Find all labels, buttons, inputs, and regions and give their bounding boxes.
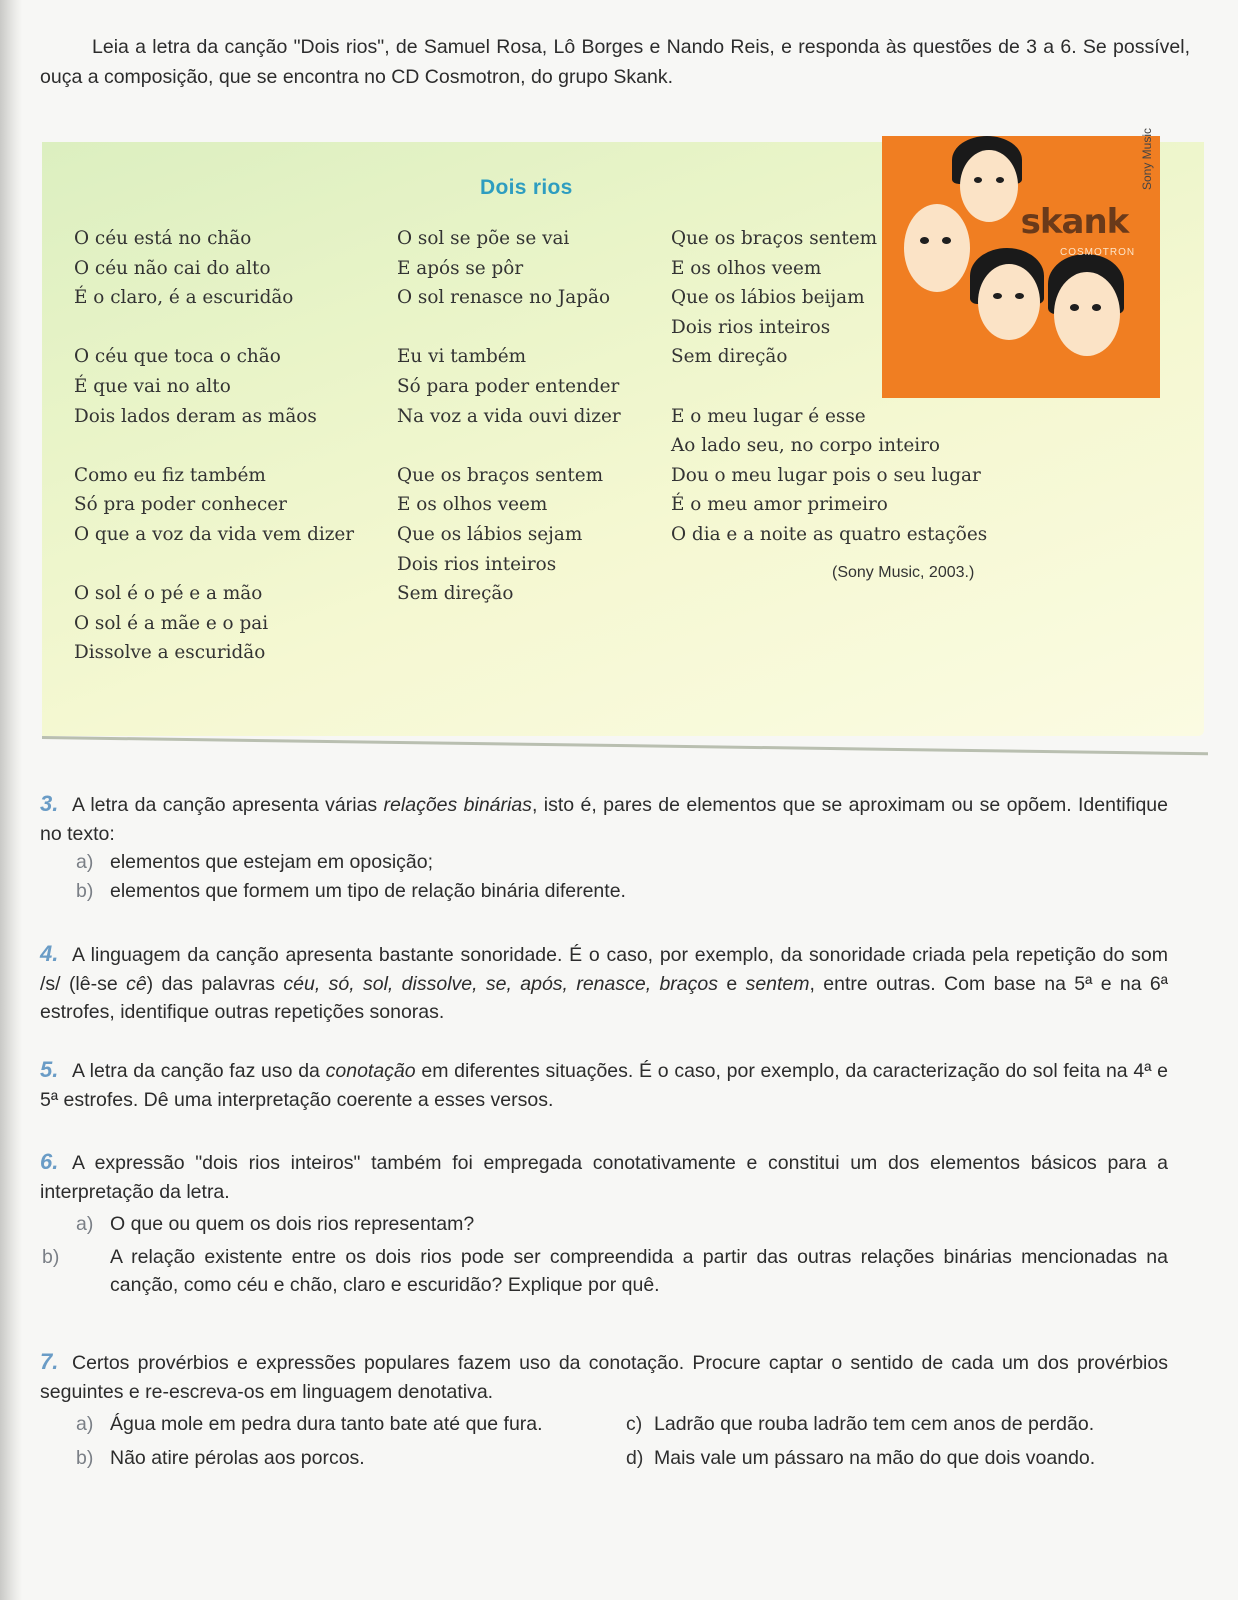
lyric-line: É o meu amor primeiro [671, 494, 888, 516]
question-emphasis: sentem [745, 972, 810, 995]
lyric-line: Dou o meu lugar pois o seu lugar [671, 464, 981, 486]
lyric-line: E o meu lugar é esse [671, 405, 866, 427]
question-number: 5. [40, 1057, 59, 1082]
lyric-line: O céu não cai do alto [74, 257, 271, 279]
lyric-line: Que os lábios sejam [397, 523, 583, 545]
lyric-line: Ao lado seu, no corpo inteiro [671, 435, 940, 457]
proverb-column-left [76, 1410, 543, 1473]
album-figure-face [1054, 272, 1120, 356]
question-text: em diferentes situações. É o caso, por exemplo, da caracterização do sol feita na 4ª e 5ª estrofes. Dê uma interpretação coerente a esses versos. [40, 1060, 1168, 1111]
option-text: Não atire pérolas aos porcos. [110, 1447, 365, 1469]
question-text: Certos provérbios e expressões populares fazem uso da conotação. Procure captar o sentido de cada um dos provérbios seguintes e re-escreva-os em linguagem denotativa. [40, 1352, 1168, 1403]
option-letter: b) [42, 1245, 60, 1268]
option-b [40, 1243, 1168, 1300]
album-logo: skank [1020, 202, 1129, 242]
intro-paragraph [40, 32, 1190, 92]
lyrics-column-1 [74, 224, 354, 698]
lyric-line: Que os lábios beijam [671, 287, 865, 309]
question-number: 6. [40, 1149, 59, 1174]
option-letter: c) [626, 1413, 643, 1435]
question-5 [40, 1056, 1168, 1114]
question-text: e [718, 972, 746, 995]
page-spine-shadow [0, 0, 22, 1600]
question-emphasis: relações binárias [383, 794, 532, 816]
question-number: 3. [40, 791, 59, 816]
stanza [397, 224, 621, 313]
option-letter: a) [76, 1413, 94, 1435]
lyrics-column-2 [397, 224, 621, 638]
lyric-line: Só para poder entender [397, 375, 620, 397]
song-source: (Sony Music, 2003.) [832, 564, 975, 581]
option-b [76, 1444, 543, 1473]
option-text: Mais vale um pássaro na mão do que dois voando. [654, 1447, 1096, 1469]
option-a [76, 1410, 543, 1444]
intro-text: Leia a letra da canção "Dois rios", de Samuel Rosa, Lô Borges e Nando Reis, e responda às questões de 3 a 6. Se possível, ouça a composição, que se encontra no CD Cosmotron, do grupo Skank. [40, 36, 1190, 88]
lyric-line: O que a voz da vida vem dizer [74, 523, 355, 545]
question-3 [40, 790, 1168, 905]
lyric-line: É que vai no alto [74, 375, 231, 397]
lyric-line: Sem direção [671, 346, 788, 368]
option-c [626, 1410, 1095, 1444]
option-text: elementos que estejam em oposição; [110, 851, 434, 873]
stanza [397, 461, 621, 609]
lyric-line: O sol é o pé e a mão [74, 583, 263, 605]
question-text: , entre outras. Com base na 5ª e na 6ª estrofes, identifique outras repetições sonoras. [40, 972, 1168, 1023]
lyric-line: Dois rios inteiros [671, 316, 831, 338]
question-text: A letra da canção apresenta várias [72, 794, 384, 816]
option-letter: a) [76, 851, 94, 873]
question-text: , isto é, pares de elementos que se aproximam ou se opõem. Identifique no texto: [40, 794, 1168, 845]
album-figure-face [978, 264, 1040, 340]
option-text: Água mole em pedra dura tanto bate até que fura. [110, 1413, 543, 1435]
lyric-line: E os olhos veem [397, 494, 548, 516]
option-letter: b) [76, 879, 94, 902]
lyric-line: Sem direção [397, 583, 514, 605]
option-b [40, 877, 1168, 906]
lyric-line: E após se pôr [397, 257, 524, 279]
lyric-line: E os olhos veem [671, 257, 822, 279]
album-figure-face [904, 204, 970, 292]
option-d [626, 1444, 1095, 1473]
lyric-line: O céu está no chão [74, 228, 252, 249]
option-text: Ladrão que rouba ladrão tem cem anos de perdão. [654, 1413, 1095, 1435]
photo-credit: Sony Music [1140, 127, 1154, 190]
question-7 [40, 1348, 1168, 1470]
lyric-line: Dissolve a escuridão [74, 642, 266, 664]
question-number: 4. [40, 941, 59, 966]
album-subtitle: COSMOTRON [1060, 247, 1136, 258]
lyric-line: Como eu fiz também [74, 464, 266, 486]
question-text: A expressão "dois rios inteiros" também foi empregada conotativamente e constitui um dos elementos básicos para a interpretação da letra. [40, 1152, 1168, 1203]
song-title: Dois rios [480, 176, 573, 199]
question-emphasis: conotação [325, 1060, 416, 1082]
stanza [397, 342, 621, 431]
option-letter: d) [626, 1447, 644, 1469]
stanza [74, 579, 354, 668]
stanza [74, 224, 354, 313]
question-number: 7. [40, 1349, 59, 1374]
lyric-line: É o claro, é a escuridão [74, 287, 294, 309]
question-text: ) das palavras [146, 972, 284, 995]
lyric-line: Na voz a vida ouvi dizer [397, 405, 621, 427]
proverb-column-right [626, 1410, 1095, 1473]
lyric-line: O sol renasce no Japão [397, 287, 611, 309]
option-text: O que ou quem os dois rios representam? [110, 1213, 475, 1235]
lyric-line: O sol se põe se vai [397, 228, 570, 249]
question-emphasis: cê [126, 972, 147, 995]
lyric-line: O sol é a mãe e o pai [74, 612, 269, 634]
question-6 [40, 1148, 1168, 1300]
option-a [40, 848, 1168, 877]
lyric-line: Só pra poder conhecer [74, 494, 287, 516]
lyric-line: Dois lados deram as mãos [74, 405, 317, 427]
lyric-line: O dia e a noite as quatro estações [671, 523, 988, 545]
option-text: A relação existente entre os dois rios pode ser compreendida a partir das outras relações binárias mencionadas na canção, como céu e chão, claro e escuridão? Explique por quê. [110, 1245, 1168, 1296]
stanza [74, 461, 354, 550]
question-emphasis: céu, só, sol, dissolve, se, após, renasce, braços [283, 972, 718, 995]
option-letter: a) [76, 1213, 94, 1235]
lyric-line: Dois rios inteiros [397, 553, 557, 575]
question-4 [40, 940, 1168, 1027]
album-figure-face [960, 150, 1018, 222]
album-cover [882, 136, 1160, 398]
lyric-line: O céu que toca o chão [74, 346, 281, 368]
stanza [671, 402, 987, 550]
lyric-line: Que os braços sentem [671, 228, 878, 249]
proverb-options [40, 1410, 1168, 1470]
option-letter: b) [76, 1447, 94, 1469]
question-text: A linguagem da canção apresenta bastante sonoridade. É o caso, por exemplo, da sonoridade criada pela repetição do som /s/ (lê-se [40, 944, 1168, 995]
lyric-line: Que os braços sentem [397, 464, 604, 486]
option-a [40, 1210, 1168, 1239]
option-text: elementos que formem um tipo de relação binária diferente. [110, 879, 626, 902]
question-text: A letra da canção faz uso da [72, 1060, 326, 1082]
stanza [74, 342, 354, 431]
lyric-line: Eu vi também [397, 346, 527, 368]
